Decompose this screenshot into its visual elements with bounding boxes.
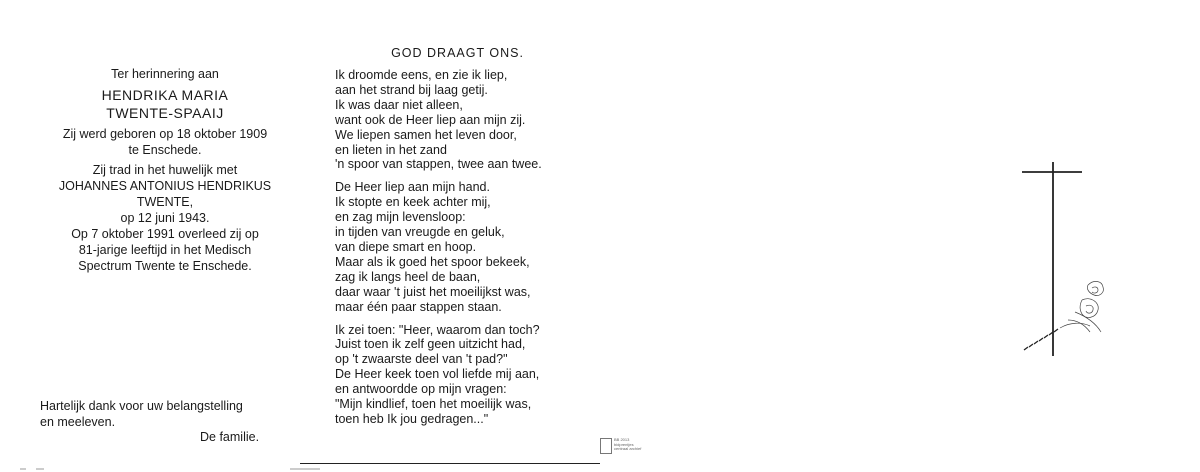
born-line2: te Enschede. [128,143,202,157]
poem-line: in tijden van vreugde en geluk, [335,225,505,240]
spouse-line2: TWENTE, [136,195,194,209]
died-line1: Op 7 oktober 1991 overleed zij op [71,227,259,241]
poem-line: en antwoordde op mijn vragen: [335,382,507,397]
thanks-line1: Hartelijk dank voor uw belangstelling [40,399,243,413]
scan-edge-marks [0,466,1200,472]
stamp-line2: bidprentjes [614,441,634,447]
poem-line: 'n spoor van stappen, twee aan twee. [335,157,542,172]
poem-title: GOD DRAAGT ONS. [391,46,524,60]
poem-stanza [335,68,595,172]
biography-block [30,66,300,274]
poem-line: daar waar 't juist het moeilijkst was, [335,284,531,299]
poem-line: We liepen samen het leven door, [335,127,517,142]
poem-stanza [335,180,595,314]
poem-line: Ik stopte en keek achter mij, [335,195,491,210]
poem-body [335,68,595,427]
intro-text: Ter herinnering aan [111,67,219,81]
thanks-block [40,398,243,430]
poem-line: want ook de Heer liep aan mijn zij. [335,112,526,127]
spouse-line1: JOHANNES ANTONIUS HENDRIKUS [58,179,272,193]
poem-line: en zag mijn levensloop: [335,210,466,225]
archive-stamp [600,438,670,454]
poem-line: en lieten in het zand [335,142,447,157]
stamp-logo-icon [600,438,612,454]
poem-line: van diepe smart en hoop. [335,239,477,254]
poem-line: toen heb Ik jou gedragen..." [335,411,489,426]
deceased-name-line1: HENDRIKA MARIA [101,87,229,103]
poem-line: maar één paar stappen staan. [335,299,502,314]
poem-line: aan het strand bij laag getij. [335,82,488,97]
poem-line: Ik droomde eens, en zie ik liep, [335,68,508,82]
stamp-text [614,438,641,452]
poem-line: De Heer liep aan mijn hand. [335,180,490,195]
cross-with-flower-icon [1020,160,1110,360]
died-line3: Spectrum Twente te Enschede. [78,259,252,273]
married-date: op 12 juni 1943. [120,211,210,225]
poem-line: Maar als ik goed het spoor bekeek, [335,254,530,269]
died-line2: 81-jarige leeftijd in het Medisch [78,243,252,257]
poem-line: Juist toen ik zelf geen uitzicht had, [335,337,526,352]
thanks-line2: en meeleven. [40,415,116,429]
poem-line: op 't zwaarste deel van 't pad?" [335,352,508,367]
born-line1: Zij werd geboren op 18 oktober 1909 [62,127,268,141]
poem-line: De Heer keek toen vol liefde mij aan, [335,367,540,382]
signature: De familie. [200,430,260,444]
deceased-name-line2: TWENTE-SPAAIJ [106,105,224,121]
poem-line: zag ik langs heel de baan, [335,269,481,284]
stamp-line1: BB 2013 [614,437,630,442]
poem-line: Ik was daar niet alleen, [335,97,463,112]
poem-line: Ik zei toen: "Heer, waarom dan toch? [335,322,540,337]
married-line1: Zij trad in het huwelijk met [92,163,238,177]
poem-line: "Mijn kindlief, toen het moeilijk was, [335,397,532,412]
bottom-rule [300,463,600,464]
poem-stanza [335,323,595,427]
stamp-line3: centraal archief [614,446,642,452]
